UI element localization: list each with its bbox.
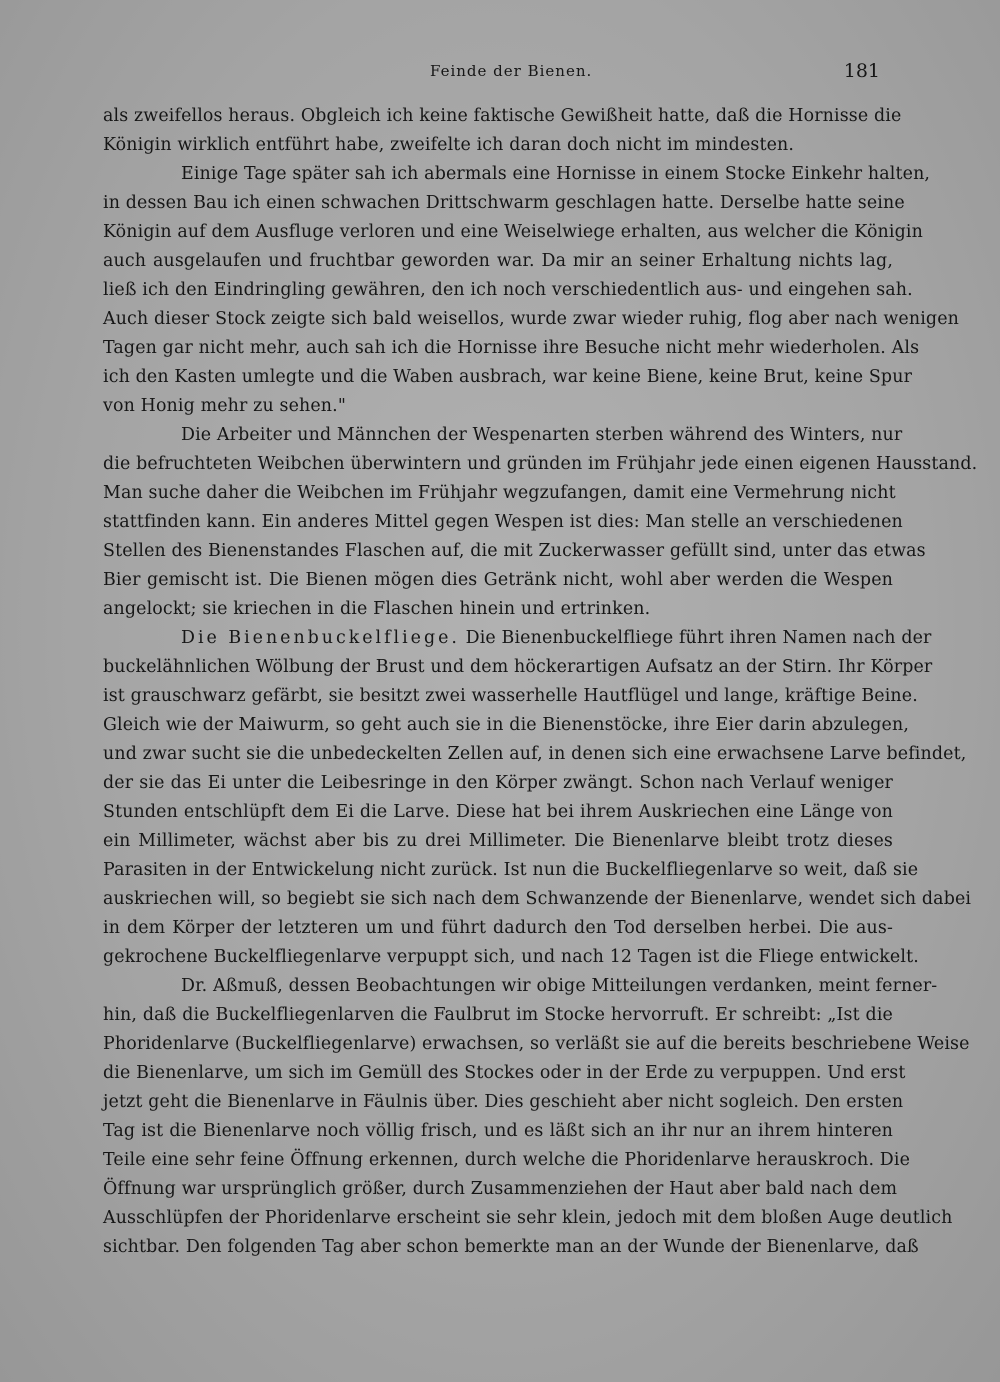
text-line: von Honig mehr zu sehen."	[103, 396, 346, 416]
text-line: die Bienenlarve, um sich im Gemüll des Stockes oder in der Erde zu verpuppen. Und erst	[103, 1063, 906, 1083]
text-line: Tag ist die Bienenlarve noch völlig frisch, und es läßt sich an ihr nur an ihrem hinteren	[103, 1121, 893, 1141]
text-line: Bier gemischt ist. Die Bienen mögen dies Getränk nicht, wohl aber werden die Wespen	[103, 570, 893, 590]
text-line: gekrochene Buckelfliegenlarve verpuppt sich, und nach 12 Tagen ist die Fliege entwickelt.	[103, 947, 919, 967]
running-head: Feinde der Bienen.	[430, 62, 593, 80]
text-line: stattfinden kann. Ein anderes Mittel gegen Wespen ist dies: Man stelle an verschiedenen	[103, 512, 903, 532]
text-line: Phoridenlarve (Buckelfliegenlarve) erwachsen, so verläßt sie auf die bereits beschriebene Weise	[103, 1034, 970, 1054]
body-text	[103, 102, 978, 1262]
text-line: ein Millimeter, wächst aber bis zu drei Millimeter. Die Bienenlarve bleibt trotz dieses	[103, 831, 893, 851]
text-line: Die Bienenbuckelfliege. Die Bienenbuckelfliege führt ihren Namen nach der	[181, 628, 932, 648]
text-line: Königin auf dem Ausfluge verloren und eine Weiselwiege erhalten, aus welcher die Königin	[103, 222, 923, 242]
text-line: auch ausgelaufen und fruchtbar geworden war. Da mir an seiner Erhaltung nichts lag,	[103, 251, 893, 271]
text-line: Öffnung war ursprünglich größer, durch Zusammenziehen der Haut aber bald nach dem	[103, 1179, 898, 1199]
text-line: ich den Kasten umlegte und die Waben ausbrach, war keine Biene, keine Brut, keine Spur	[103, 367, 913, 387]
text-line: Auch dieser Stock zeigte sich bald weisellos, wurde zwar wieder ruhig, flog aber nach wenigen	[103, 309, 960, 329]
text-line: Die Arbeiter und Männchen der Wespenarten sterben während des Winters, nur	[181, 425, 903, 445]
text-line: Stellen des Bienenstandes Flaschen auf, die mit Zuckerwasser gefüllt sind, unter das etwas	[103, 541, 926, 561]
text-line: die befruchteten Weibchen überwintern und gründen im Frühjahr jede einen eigenen Hausstand.	[103, 454, 978, 474]
text-line: angelockt; sie kriechen in die Flaschen hinein und ertrinken.	[103, 599, 651, 619]
text-line: ließ ich den Eindringling gewähren, den ich noch verschiedentlich aus- und eingehen sah.	[103, 280, 913, 300]
text-line: und zwar sucht sie die unbedeckelten Zellen auf, in denen sich eine erwachsene Larve befindet,	[103, 744, 967, 764]
text-line: Man suche daher die Weibchen im Frühjahr wegzufangen, damit eine Vermehrung nicht	[103, 483, 896, 503]
text-line: der sie das Ei unter die Leibesringe in den Körper zwängt. Schon nach Verlauf weniger	[103, 773, 893, 793]
text-line: jetzt geht die Bienenlarve in Fäulnis über. Dies geschieht aber nicht sogleich. Den ersten	[103, 1092, 904, 1112]
text-line: als zweifellos heraus. Obgleich ich keine faktische Gewißheit hatte, daß die Hornisse die	[103, 106, 902, 126]
text-line: sichtbar. Den folgenden Tag aber schon bemerkte man an der Wunde der Bienenlarve, daß	[103, 1237, 919, 1257]
text-line: Königin wirklich entführt habe, zweifelte ich daran doch nicht im mindesten.	[103, 135, 795, 155]
text-line: Tagen gar nicht mehr, auch sah ich die Hornisse ihre Besuche nicht mehr wiederholen. Als	[103, 338, 920, 358]
text-line: hin, daß die Buckelfliegenlarven die Faulbrut im Stocke hervorruft. Er schreibt: „Ist die	[103, 1005, 893, 1025]
section-heading: Die Bienenbuckelfliege.	[181, 628, 460, 648]
text-line: in dem Körper der letzteren um und führt dadurch den Tod derselben herbei. Die aus-	[103, 918, 893, 938]
text-line: Parasiten in der Entwickelung nicht zurück. Ist nun die Buckelfliegenlarve so weit, daß sie	[103, 860, 919, 880]
text-line: auskriechen will, so begiebt sie sich nach dem Schwanzende der Bienenlarve, wendet sich dabei	[103, 889, 972, 909]
text-line: Gleich wie der Maiwurm, so geht auch sie in die Bienenstöcke, ihre Eier darin abzulegen,	[103, 715, 909, 735]
text-line: Dr. Aßmuß, dessen Beobachtungen wir obige Mitteilungen verdanken, meint ferner-	[181, 976, 938, 996]
text-line: buckelähnlichen Wölbung der Brust und dem höckerartigen Aufsatz an der Stirn. Ihr Körper	[103, 657, 933, 677]
text-line: Einige Tage später sah ich abermals eine Hornisse in einem Stocke Einkehr halten,	[181, 164, 931, 184]
text-line: Teile eine sehr feine Öffnung erkennen, durch welche die Phoridenlarve herauskroch. Die	[103, 1150, 911, 1170]
text-line: Ausschlüpfen der Phoridenlarve erscheint sie sehr klein, jedoch mit dem bloßen Auge deutlich	[103, 1208, 953, 1228]
page-header	[100, 60, 880, 86]
text-line: in dessen Bau ich einen schwachen Drittschwarm geschlagen hatte. Derselbe hatte seine	[103, 193, 905, 213]
text-line: ist grauschwarz gefärbt, sie besitzt zwei wasserhelle Hautflügel und lange, kräftige Beine.	[103, 686, 918, 706]
text-line: Stunden entschlüpft dem Ei die Larve. Diese hat bei ihrem Auskriechen eine Länge von	[103, 802, 893, 822]
page-number: 181	[843, 60, 880, 82]
